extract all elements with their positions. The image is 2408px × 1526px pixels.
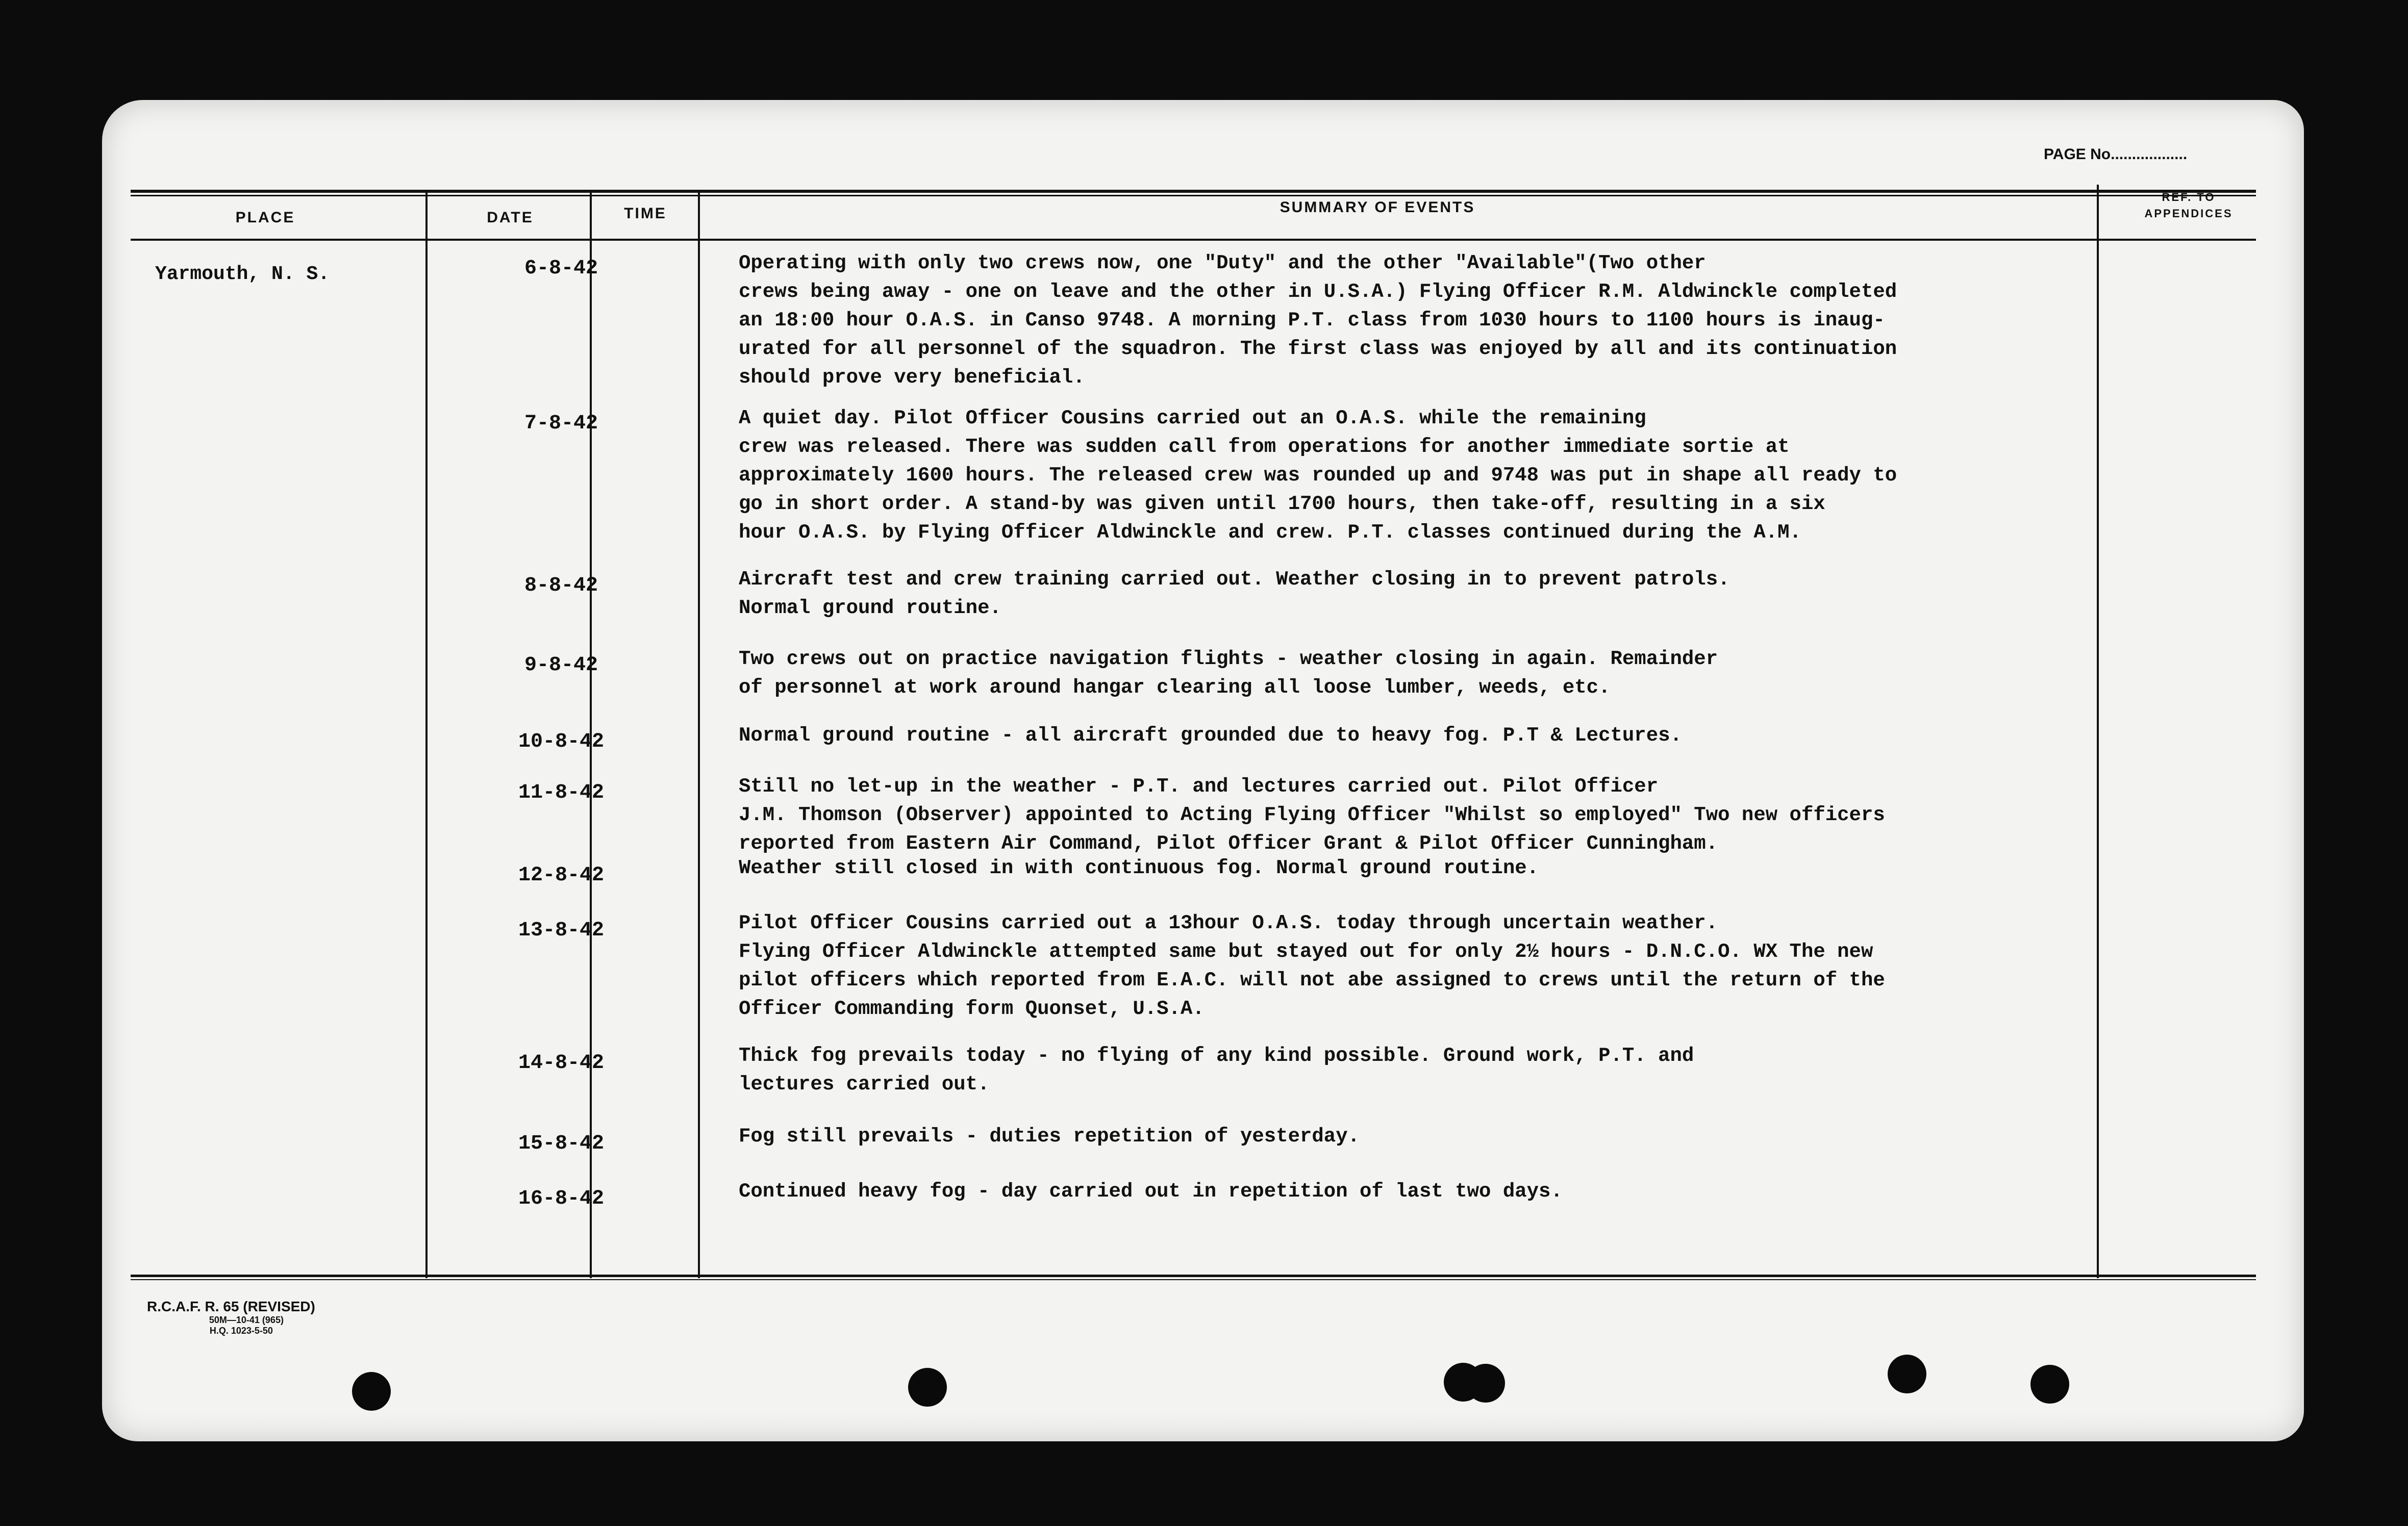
entry-date: 10-8-42 [518, 730, 605, 753]
header-top-rule [131, 190, 2256, 193]
column-header-time: TIME [624, 205, 667, 222]
punch-hole [1888, 1355, 1926, 1393]
entry-date: 12-8-42 [518, 864, 605, 887]
header-bottom-rule [131, 239, 2256, 241]
footer-rule [131, 1275, 2256, 1277]
entry-date: 7-8-42 [524, 412, 598, 435]
column-header-summary: SUMMARY OF EVENTS [1280, 199, 1475, 216]
entry-summary: A quiet day. Pilot Officer Cousins carried out an O.A.S. while the remaining crew was released. There was sudden call from operations for another immediate sortie at approximately 1600 hours. The released crew was rounded up and 9748 was put in shape all ready to go in short order. A stand-by was given until 1700 hours, then take-off, resulting in a six hour O.A.S. by Flying Officer Aldwinckle and crew. P.T. classes continued during the A.M. [739, 407, 1897, 544]
punch-hole [2030, 1365, 2069, 1404]
entry-summary: Fog still prevails - duties repetition of yesterday. [739, 1125, 1360, 1148]
entry-summary: Continued heavy fog - day carried out in repetition of last two days. [739, 1180, 1563, 1203]
column-header-ref-line2: APPENDICES [2144, 207, 2233, 220]
place-value: Yarmouth, N. S. [155, 263, 330, 285]
entry-date: 8-8-42 [524, 574, 598, 597]
punch-hole [908, 1368, 947, 1407]
entry-summary: Two crews out on practice navigation flights - weather closing in again. Remainder of personnel at work around hangar clearing all loose lumber, weeds, etc. [739, 648, 1718, 699]
log-card [102, 100, 2304, 1441]
entry-date: 9-8-42 [524, 654, 598, 677]
page-number-label: PAGE No.................. [2044, 146, 2188, 163]
form-code [147, 1299, 315, 1336]
entry-summary: Pilot Officer Cousins carried out a 13hour O.A.S. today through uncertain weather. Flying Officer Aldwinckle attempted same but stayed out for only 2½ hours - D.N.C.O. WX The new pilot officers which reported from E.A.C. will not abe assigned to crews until the return of the Officer Commanding form Quonset, U.S.A. [739, 912, 1885, 1020]
column-divider-summary-ref [2097, 185, 2099, 1278]
entry-date: 13-8-42 [518, 919, 605, 942]
punch-hole [1466, 1364, 1505, 1403]
entry-date: 16-8-42 [518, 1187, 605, 1210]
entry-summary: Normal ground routine - all aircraft grounded due to heavy fog. P.T & Lectures. [739, 724, 1682, 747]
form-code-line1: R.C.A.F. R. 65 (REVISED) [147, 1299, 315, 1314]
column-header-ref-line1: REF. TO [2162, 191, 2216, 204]
column-header-place: PLACE [235, 209, 295, 226]
entry-summary: Thick fog prevails today - no flying of any kind possible. Ground work, P.T. and lectures carried out. [739, 1045, 1694, 1096]
header-top-rule-inner [131, 195, 2256, 196]
footer-rule-inner [131, 1279, 2256, 1280]
entry-summary: Aircraft test and crew training carried out. Weather closing in to prevent patrols. Normal ground routine. [739, 568, 1730, 619]
entry-summary: Still no let-up in the weather - P.T. and lectures carried out. Pilot Officer J.M. Thomson (Observer) appointed to Acting Flying Officer "Whilst so employed" Two new officers reported from Eastern Air Command, Pilot Officer Grant & Pilot Officer Cunningham. [739, 775, 1885, 855]
punch-hole [352, 1372, 391, 1411]
form-code-line3: H.Q. 1023-5-50 [209, 1326, 273, 1336]
form-code-line2: 50M—10-41 (965) [209, 1315, 284, 1325]
entry-date: 11-8-42 [518, 781, 605, 804]
entry-date: 6-8-42 [524, 257, 598, 280]
column-header-date: DATE [487, 209, 534, 226]
entry-summary: Operating with only two crews now, one "Duty" and the other "Available"(Two other crews being away - one on leave and the other in U.S.A.) Flying Officer R.M. Aldwinckle completed an 18:00 hour O.A.S. in Canso 9748. A morning P.T. class from 1030 hours to 1100 hours is inaug- urated for all personnel of the squadron. The first class was enjoyed by all and its continuation should prove very beneficial. [739, 252, 1897, 389]
entry-summary: Weather still closed in with continuous fog. Normal ground routine. [739, 857, 1539, 879]
column-divider-place-date [425, 192, 428, 1278]
column-divider-time-summary [698, 192, 700, 1278]
entry-date: 14-8-42 [518, 1052, 605, 1075]
entry-date: 15-8-42 [518, 1132, 605, 1155]
